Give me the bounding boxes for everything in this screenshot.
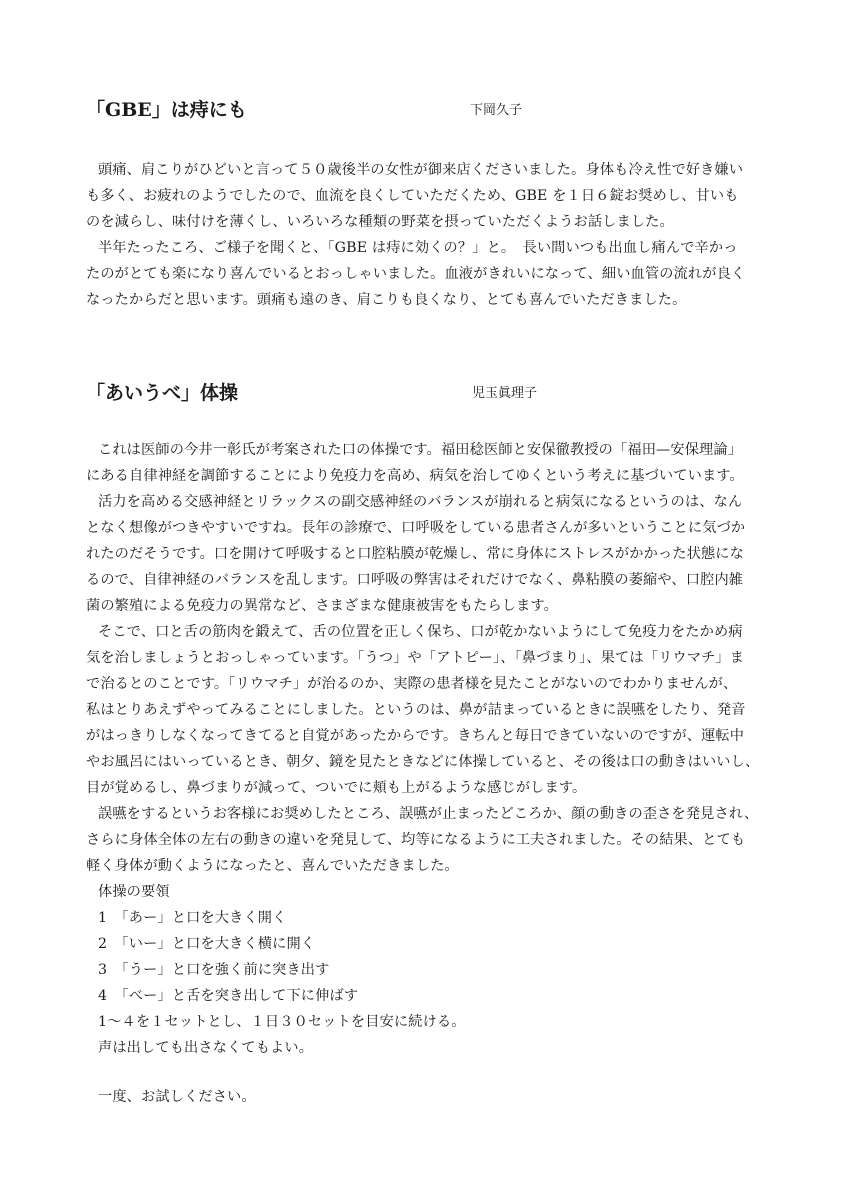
closing-line: 一度、お試しください。: [98, 1089, 256, 1105]
list-heading: 体操の要領: [98, 884, 170, 900]
paragraph-line: 半年たったころ、ご様子を聞くと、「GBE は痔に効くの？」と。 長い間いつも出血し痛んで辛かっ: [98, 240, 738, 256]
paragraph-line: やお風呂にはいっているとき、朝夕、鏡を見たときなどに体操していると、その後は口の動きはいいし、: [86, 754, 760, 770]
paragraph-line: これは医師の今井一彰氏が考案された口の体操です。福田稔医師と安保徹教授の「福田—安保理論」: [98, 442, 743, 458]
paragraph-line: そこで、口と舌の筋肉を鍛えて、舌の位置を正しく保ち、口が乾かないようにして免疫力をたかめ病: [98, 624, 743, 640]
paragraph-line: となく想像がつきやすいですね。長年の診療で、口呼吸をしている患者さんが多いということに気づか: [86, 520, 746, 536]
paragraph-line: なったからだと思います。頭痛も遠のき、肩こりも良くなり、とても喜んでいただきました。: [86, 292, 687, 308]
paragraph-line: がはっきりしなくなってきてると自覚があったからです。きちんと毎日できていないのですが、運転中: [86, 728, 745, 744]
paragraph-line: るので、自律神経のバランスを乱します。口呼吸の弊害はそれだけでなく、鼻粘膜の萎縮や、口腔内雑: [86, 572, 744, 588]
paragraph-line: で治るとのことです。「リウマチ」が治るのか、実際の患者様を見たことがないのでわかりませんが、: [86, 676, 738, 692]
list-item: 4 「べー」と舌を突き出して下に伸ばす: [98, 988, 359, 1004]
paragraph-line: にある自律神経を調節することにより免疫力を高め、病気を治してゆくという考えに基づいています。: [86, 468, 744, 484]
article-author: 児玉眞理子: [472, 386, 538, 401]
paragraph-line: 私はとりあえずやってみることにしました。というのは、鼻が詰まっているときに誤嚥をしたり、発音: [86, 702, 746, 718]
paragraph-line: 菌の繁殖による免疫力の異常など、さまざまな健康被害をもたらします。: [86, 598, 559, 614]
paragraph-line: れたのだそうです。口を開けて呼吸すると口腔粘膜が乾燥し、常に身体にストレスがかかった状態にな: [86, 546, 744, 562]
list-item: 3 「うー」と口を強く前に突き出す: [98, 962, 330, 978]
article-title: 「あいうべ」体操: [86, 382, 239, 404]
paragraph-line: も多く、お疲れのようでしたので、血流を良くしていただくため、GBE を１日６錠お奨めし、甘いも: [86, 188, 739, 204]
paragraph-line: 気を治しましょうとおっしゃっています。「うつ」や「アトピー」、「鼻づまり」、果ては「リウマチ」ま: [86, 650, 745, 666]
paragraph-line: 声は出しても出さなくてもよい。: [98, 1040, 314, 1056]
paragraph-line: 目が覚めるし、鼻づまりが減って、ついでに頬も上がるような感じがします。: [86, 780, 587, 796]
paragraph-line: 軽く身体が動くようになったと、喜んでいただきました。: [86, 858, 459, 874]
paragraph-line: 誤嚥をするというお客様にお奨めしたところ、誤嚥が止まったどころか、顔の動きの歪さを発見され、: [98, 806, 759, 822]
article-heading: [86, 95, 766, 125]
article-author: 下岡久子: [470, 103, 523, 118]
paragraph-line: たのがとても楽になり喜んでいるとおっしゃいました。血液がきれいになって、細い血管の流れが良く: [86, 266, 746, 282]
article-heading: [86, 378, 766, 408]
list-item: 2 「いー」と口を大きく横に開く: [98, 936, 316, 952]
article-title: 「GBE」は痔にも: [86, 99, 247, 121]
paragraph-line: 1〜４を１セットとし、１日３０セットを目安に続ける。: [98, 1014, 466, 1030]
paragraph-line: 活力を高める交感神経とリラックスの副交感神経のバランスが崩れると病気になるというのは、なん: [98, 494, 743, 510]
list-item: 1 「あー」と口を大きく開く: [98, 910, 287, 926]
paragraph-line: さらに身体全体の左右の動きの違いを発見して、均等になるように工夫されました。その結果、とても: [86, 832, 746, 848]
paragraph-line: 頭痛、肩こりがひどいと言って５０歳後半の女性が御来店くださいました。身体も冷え性で好き嫌い: [98, 162, 744, 178]
paragraph-line: のを減らし、味付けを薄くし、いろいろな種類の野菜を摂っていただくようお話しました。: [86, 214, 674, 230]
